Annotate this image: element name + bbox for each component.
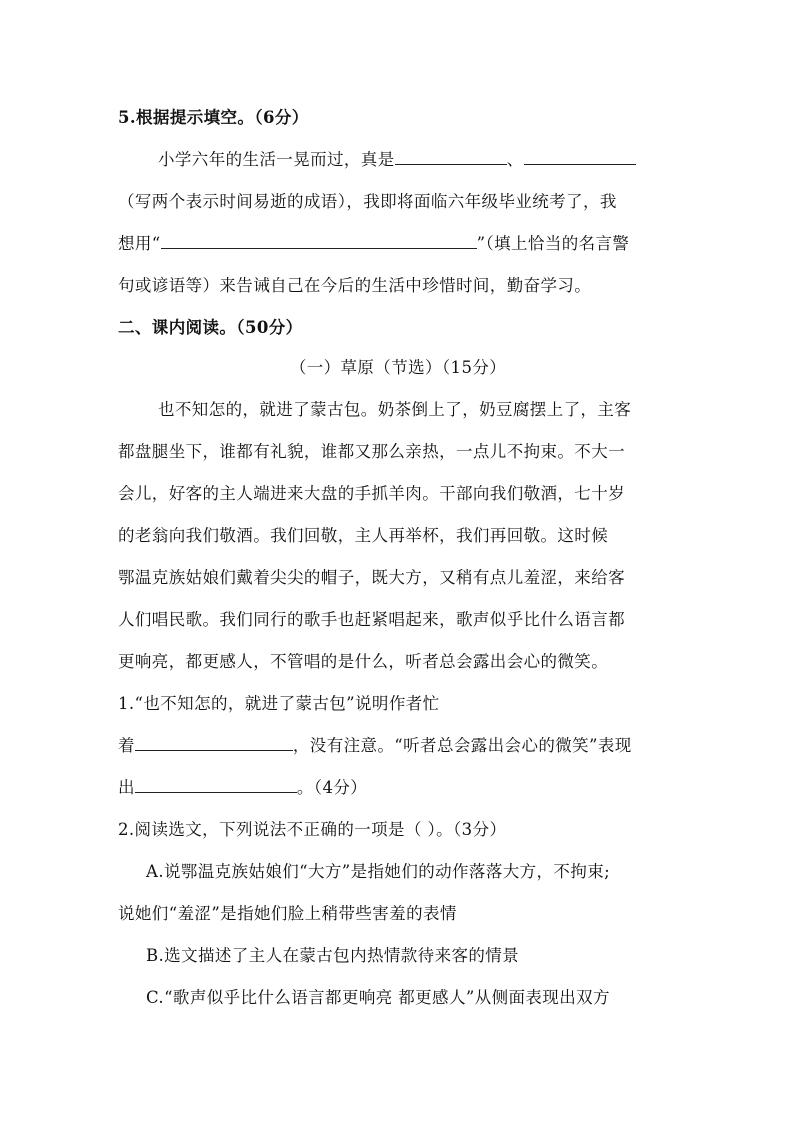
q2-option-a-line1: A.说鄂温克族姑娘们“大方”是指她们的动作落落大方，不拘束;	[146, 862, 611, 881]
passage-line: 会儿，好客的主人端进来大盘的手抓羊肉。干部向我们敬酒，七十岁	[118, 484, 625, 503]
passage-subtitle: （一）草原（节选）（15分）	[289, 358, 507, 377]
passage-line: 鄂温克族姑娘们戴着尖尖的帽子，既大方，又稍有点儿羞涩，来给客	[118, 568, 625, 587]
q1-line2	[118, 736, 678, 756]
passage-line: 都盘腿坐下，谁都有礼貌，谁都又那么亲热，一点儿不拘束。不大一	[118, 442, 625, 461]
blank-proverb[interactable]	[161, 234, 477, 249]
section2-title: 二、课内阅读。（50分）	[118, 318, 303, 337]
q2-option-b: B.选文描述了主人在蒙古包内热情款待来客的情景	[146, 946, 520, 965]
q5-separator: 、	[506, 150, 524, 169]
passage-line: 的老翁向我们敬酒。我们回敬，主人再举杯，我们再回敬。这时候	[118, 526, 609, 545]
q5-line2: （写两个表示时间易逝的成语），我即将面临六年级毕业统考了，我	[118, 192, 617, 211]
passage-line: 人们唱民歌。我们同行的歌手也赶紧唱起来，歌声似乎比什么语言都	[118, 610, 625, 629]
q1-line3-suffix: 。（4分）	[296, 778, 368, 797]
q5-line4: 句或谚语等）来告诫自己在今后的生活中珍惜时间，勤奋学习。	[118, 276, 592, 295]
blank-idiom-2[interactable]	[524, 150, 636, 165]
q5-line1	[158, 150, 678, 170]
q1-line3-prefix: 出	[118, 778, 135, 797]
blank-q1-b[interactable]	[135, 778, 297, 793]
q2-option-a-line2: 说她们“羞涩”是指她们脸上稍带些害羞的表情	[118, 904, 457, 923]
passage-line: 也不知怎的，就进了蒙古包。奶茶倒上了，奶豆腐摆上了，主客	[158, 400, 632, 419]
q5-line1-text: 小学六年的生活一晃而过，真是	[158, 150, 395, 169]
q2-stem: 2.阅读选文，下列说法不正确的一项是（ ）。（3分）	[118, 820, 507, 839]
q1-line1: 1.“也不知怎的，就进了蒙古包”说明作者忙	[118, 694, 440, 713]
q1-line2-prefix: 着	[118, 736, 135, 755]
q5-line3	[118, 234, 678, 254]
q5-line3-prefix: 想用“	[118, 234, 161, 253]
q1-line2-suffix: ，没有注意。“听者总会露出会心的微笑”表现	[292, 736, 632, 755]
q1-line3	[118, 778, 678, 798]
blank-q1-a[interactable]	[135, 736, 293, 751]
blank-idiom-1[interactable]	[395, 150, 507, 165]
q5-title: 5.根据提示填空。（6分）	[118, 108, 309, 127]
passage-line: 更响亮，都更感人，不管唱的是什么，听者总会露出会心的微笑。	[118, 652, 609, 671]
q2-option-c: C.“歌声似乎比什么语言都更响亮 都更感人”从侧面表现出双方	[146, 988, 610, 1007]
q5-line3-suffix: ”（填上恰当的名言警	[476, 234, 630, 253]
